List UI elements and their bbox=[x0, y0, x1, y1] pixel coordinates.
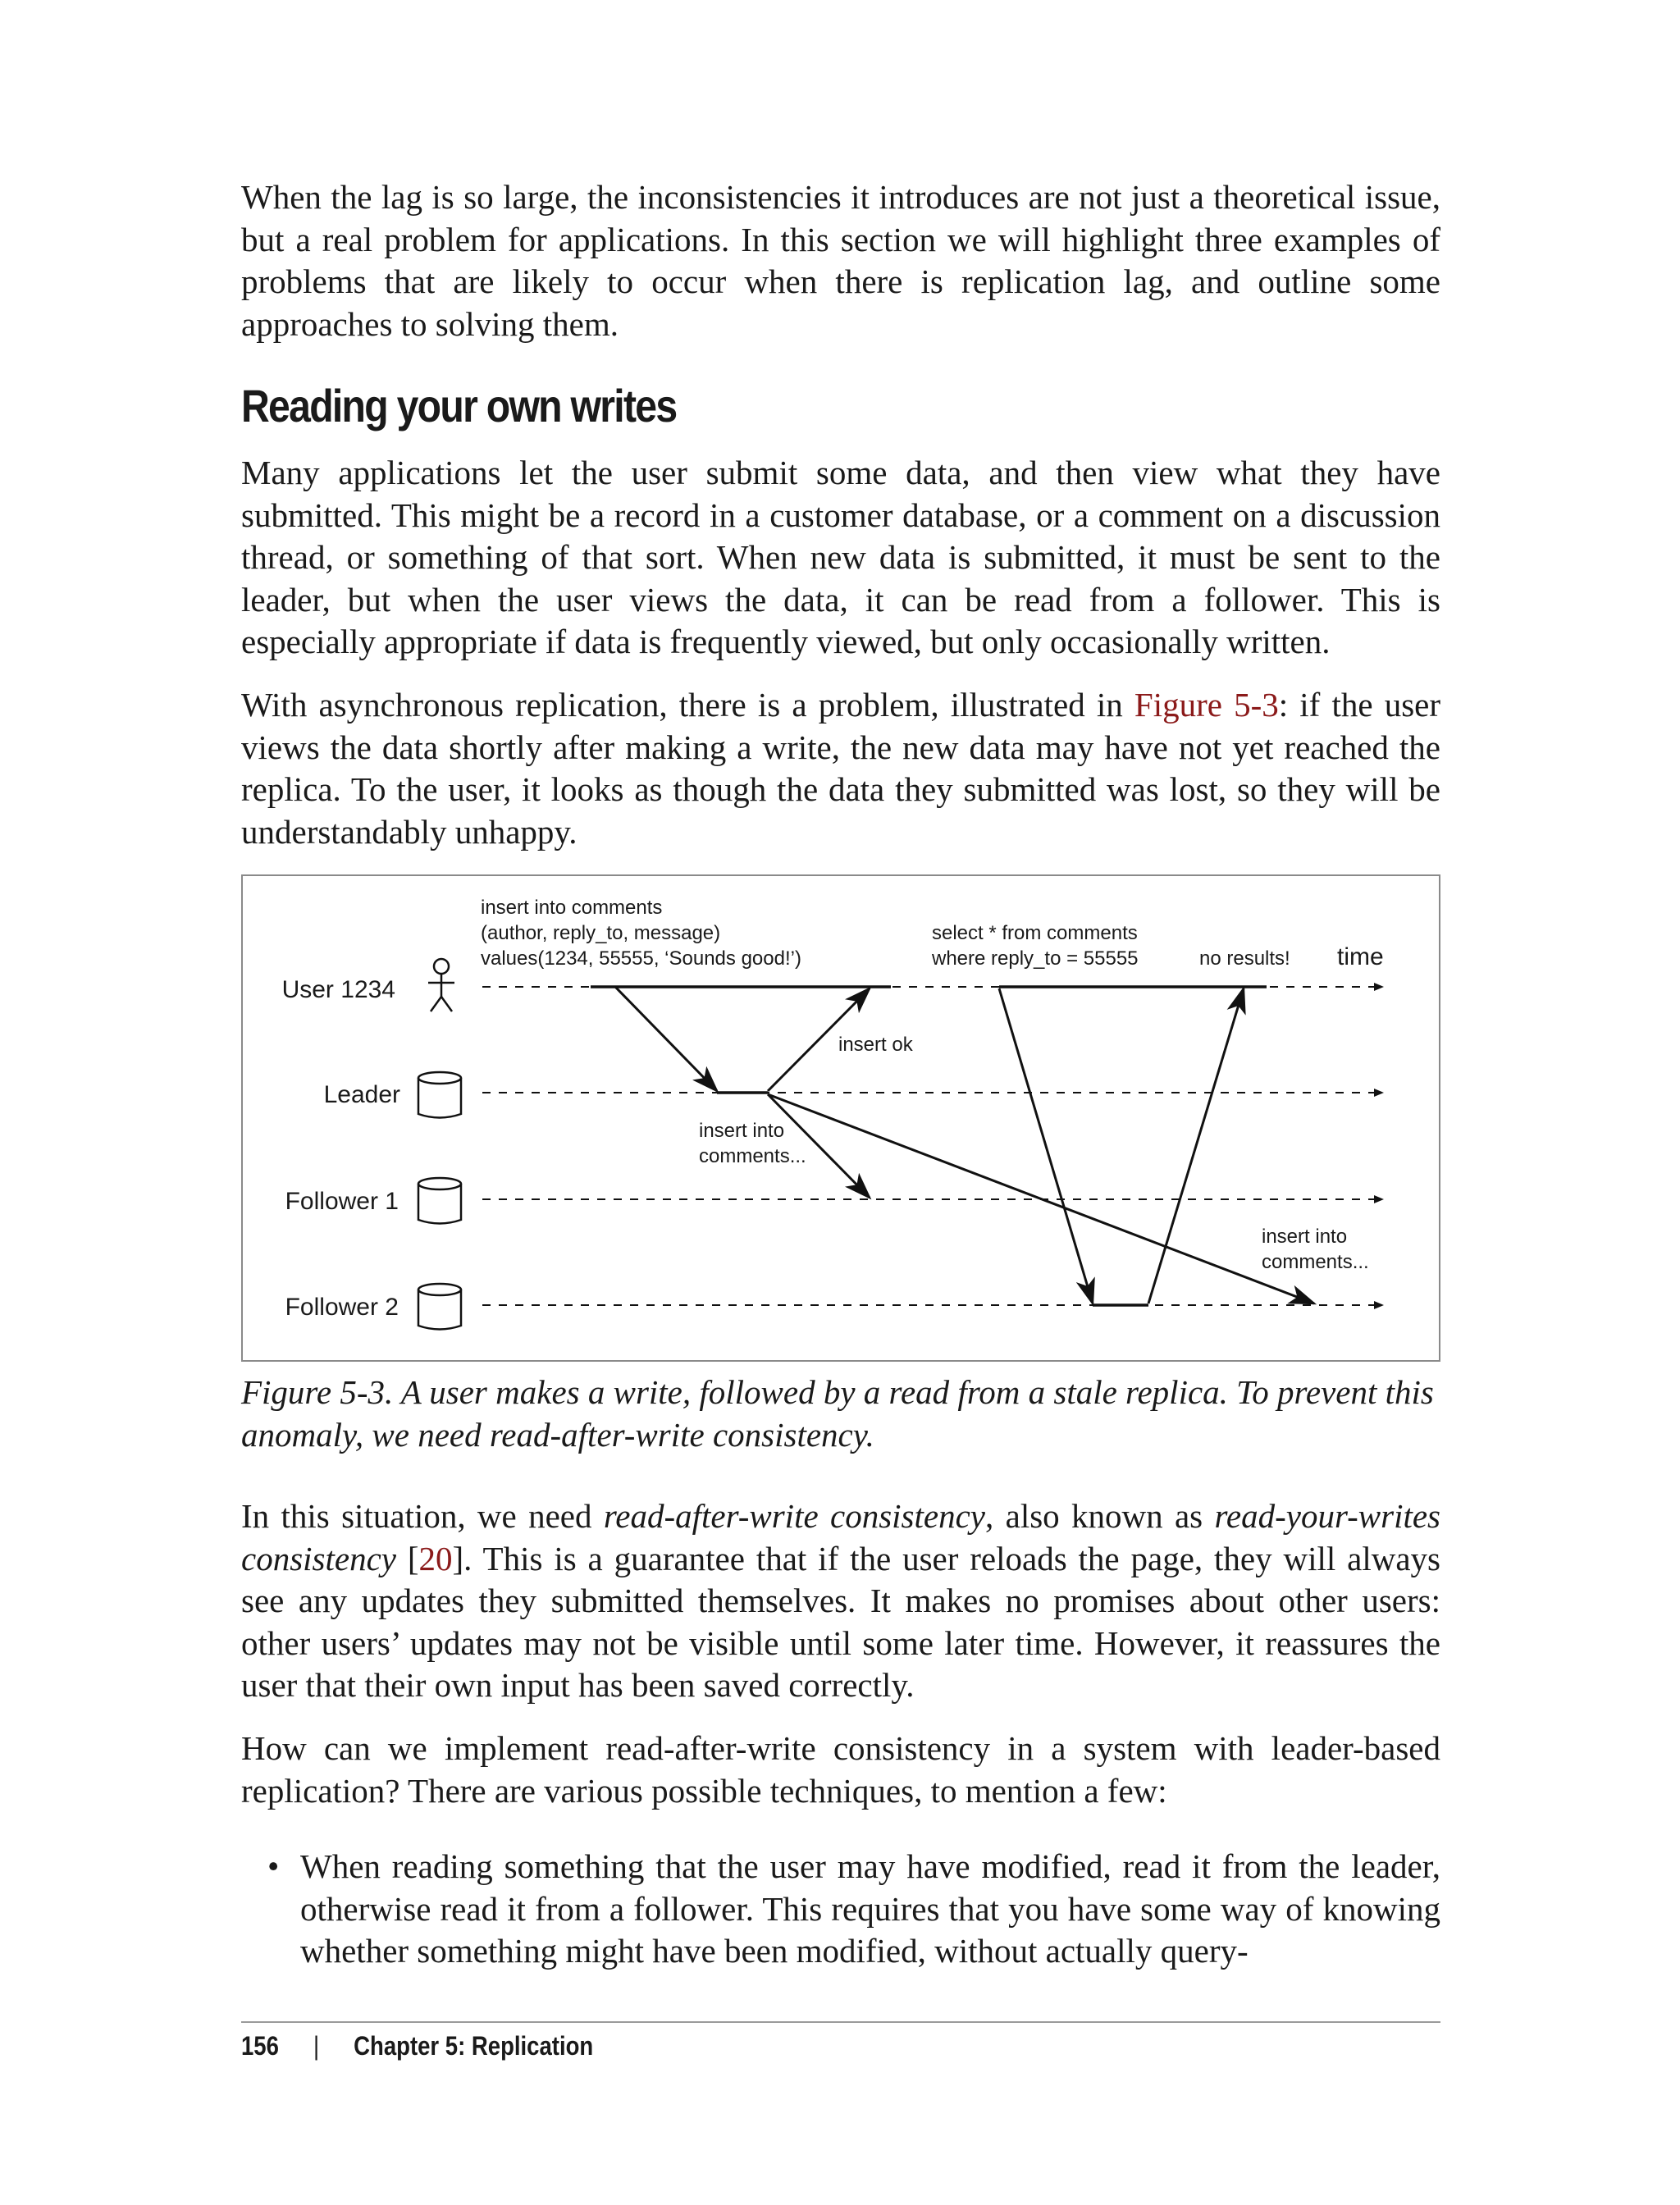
paragraph-3-part-1: In this situation, we need bbox=[241, 1497, 604, 1535]
participant-user: User 1234 bbox=[281, 976, 395, 1003]
paragraph-3-part-3: [ bbox=[395, 1539, 419, 1577]
list-item-text: When reading something that the user may have modified, read it from the leader, otherwise read it from a follower. This requires that you have some way of knowing whether something might have been modified, without actually query- bbox=[300, 1847, 1440, 1970]
participant-follower-2: Follower 2 bbox=[285, 1294, 399, 1321]
database-icon-leader bbox=[418, 1072, 461, 1118]
bullet-marker: • bbox=[267, 1847, 280, 1885]
insert-label-line-3: values(1234, 55555, ‘Sounds good!’) bbox=[481, 947, 801, 970]
chapter-title: Chapter 5: Replication bbox=[354, 2031, 594, 2061]
list-item bbox=[241, 1846, 1440, 1973]
paragraph-1: Many applications let the user submit some data, and then view what they have submitted. This might be a record in a customer database, or a comment on a discussion thread, or something of that sort. When new data is submitted, it must be sent to the leader, but when the user views the data, it can be read from a follower. This is especially appropriate if data is frequently viewed, but only occasionally written. bbox=[241, 454, 1440, 660]
term-read-your-writes: read-your-writes consistency bbox=[241, 1497, 1441, 1577]
database-icon-follower-1 bbox=[418, 1178, 461, 1224]
replicate-follower-2-label-line-2: comments... bbox=[1262, 1251, 1369, 1273]
figure-5-3-diagram bbox=[241, 874, 1440, 1362]
participant-follower-1: Follower 1 bbox=[285, 1188, 399, 1215]
intro-paragraph: When the lag is so large, the inconsistencies it introduces are not just a theoretical issue, but a real problem for applications. In this section we will highlight three examples of problems that are likely to occur when there is replication lag, and outline some approaches to solving them. bbox=[241, 178, 1440, 343]
figure-caption: Figure 5-3. A user makes a write, followed by a read from a stale replica. To prevent this anomaly, we need read-after-write consistency. bbox=[241, 1373, 1434, 1454]
figure-link[interactable]: Figure 5-3 bbox=[1134, 686, 1279, 724]
page-number: 156 bbox=[241, 2031, 279, 2061]
arrow-read-request bbox=[999, 988, 1093, 1303]
paragraph-3-part-2: , also known as bbox=[985, 1497, 1215, 1535]
database-icon-follower-2 bbox=[418, 1284, 461, 1330]
insert-label-line-1: insert into comments bbox=[481, 897, 663, 919]
paragraph-2 bbox=[241, 684, 1440, 853]
select-label-line-1: select * from comments bbox=[932, 922, 1138, 944]
page-footer bbox=[241, 2031, 593, 2061]
replicate-follower-2-label-line-1: insert into bbox=[1262, 1226, 1348, 1248]
paragraph-4: How can we implement read-after-write consistency in a system with leader-based replication? There are various possible techniques, to mention a few: bbox=[241, 1729, 1440, 1810]
select-label-line-2: where reply_to = 55555 bbox=[932, 947, 1139, 970]
term-read-after-write: read-after-write consistency bbox=[603, 1497, 986, 1535]
technique-list bbox=[241, 1846, 1440, 1973]
paragraph-3 bbox=[241, 1495, 1440, 1707]
user-icon bbox=[428, 959, 454, 1011]
sequence-diagram bbox=[243, 876, 1442, 1363]
time-label: time bbox=[1337, 943, 1384, 970]
insert-label-line-2: (author, reply_to, message) bbox=[481, 922, 721, 944]
arrow-no-results bbox=[1148, 988, 1244, 1303]
footer-separator: | bbox=[313, 2031, 320, 2061]
replicate-follower-1-label-line-2: comments... bbox=[699, 1145, 806, 1167]
paragraph-2-after: : if the user views the data shortly after making a write, the new data may have not yet reached the replica. To the user, it looks as though the data they submitted was lost, so they will be understandably unhappy. bbox=[241, 686, 1440, 851]
citation-link[interactable]: 20 bbox=[418, 1539, 453, 1577]
insert-ok-label: insert ok bbox=[838, 1034, 913, 1056]
participant-leader: Leader bbox=[323, 1081, 400, 1108]
footer-rule bbox=[241, 2021, 1440, 2023]
replicate-follower-1-label-line-1: insert into bbox=[699, 1120, 785, 1142]
arrow-write-to-leader bbox=[615, 987, 717, 1091]
paragraph-3-part-4: ]. This is a guarantee that if the user reloads the page, they will always see any updates they submitted themselves. It makes no promises about other users: other users’ updates may not be visible until some later time. However, it reassures the user that their own input has been saved correctly. bbox=[241, 1539, 1440, 1704]
section-heading: Reading your own writes bbox=[241, 380, 677, 431]
no-results-label: no results! bbox=[1199, 947, 1290, 970]
paragraph-2-before: With asynchronous replication, there is a problem, illustrated in bbox=[241, 686, 1134, 724]
